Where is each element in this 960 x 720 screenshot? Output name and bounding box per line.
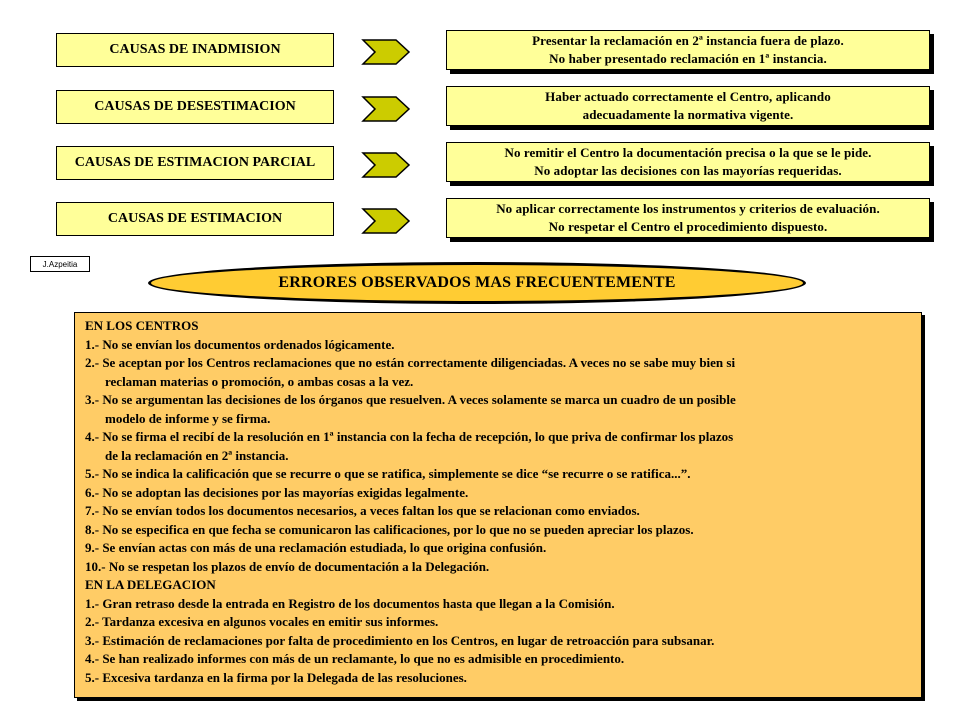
errors-banner: ERRORES OBSERVADOS MAS FRECUENTEMENTE bbox=[148, 262, 806, 304]
result-line: Haber actuado correctamente el Centro, aplicando bbox=[545, 89, 831, 104]
result-inadmision bbox=[446, 30, 930, 70]
list-item-continuation: reclaman materias o promoción, o ambas cosas a la vez. bbox=[105, 373, 414, 389]
arrow-right-icon bbox=[360, 37, 412, 67]
list-item: 1.- No se envían los documentos ordenados lógicamente. bbox=[85, 336, 395, 352]
list-item: 1.- Gran retraso desde la entrada en Registro de los documentos hasta que llegan a la Comisión. bbox=[85, 595, 615, 611]
result-estimacion-parcial bbox=[446, 142, 930, 182]
list-item: 10.- No se respetan los plazos de envío de documentación a la Delegación. bbox=[85, 558, 490, 574]
arrow-right-icon bbox=[360, 94, 412, 124]
list-item: 3.- Estimación de reclamaciones por falta de procedimiento en los Centros, en lugar de retroacción para subsanar. bbox=[85, 632, 715, 648]
errors-panel bbox=[74, 312, 922, 698]
result-line: adecuadamente la normativa vigente. bbox=[582, 107, 794, 122]
list-item: 5.- No se indica la calificación que se recurre o que se ratifica, simplemente se dice “se recurre o se ratifica...”. bbox=[85, 466, 691, 481]
result-estimacion bbox=[446, 198, 930, 238]
result-line: No haber presentado reclamación en 1ª instancia. bbox=[549, 51, 827, 66]
list-item: 4.- Se han realizado informes con más de un reclamante, lo que no es admisible en procedimiento. bbox=[85, 651, 625, 666]
result-line: No respetar el Centro el procedimiento dispuesto. bbox=[548, 219, 828, 234]
cause-inadmision: CAUSAS DE INADMISION bbox=[56, 33, 334, 67]
list-item: 8.- No se especifica en que fecha se comunicaron las calificaciones, por lo que no se pueden apreciar los plazos. bbox=[85, 521, 694, 537]
list-item-continuation: modelo de informe y se firma. bbox=[105, 410, 271, 426]
list-item: 9.- Se envían actas con más de una reclamación estudiada, lo que origina confusión. bbox=[85, 540, 547, 555]
list-item: 7.- No se envían todos los documentos necesarios, a veces faltan los que se relacionan como enviados. bbox=[85, 503, 640, 518]
result-desestimacion bbox=[446, 86, 930, 126]
result-line: Presentar la reclamación en 2ª instancia fuera de plazo. bbox=[532, 33, 844, 48]
list-item: 2.- Tardanza excesiva en algunos vocales en emitir sus informes. bbox=[85, 614, 439, 629]
arrow-right-icon bbox=[360, 206, 412, 236]
list-item: 4.- No se firma el recibí de la resolución en 1ª instancia con la fecha de recepción, lo que priva de confirmar los plazos bbox=[85, 429, 734, 444]
result-line: No adoptar las decisiones con las mayorías requeridas. bbox=[534, 163, 842, 178]
section-heading-centros: EN LOS CENTROS bbox=[85, 318, 199, 333]
result-line: No aplicar correctamente los instrumentos y criterios de evaluación. bbox=[496, 201, 880, 216]
list-item-continuation: de la reclamación en 2ª instancia. bbox=[105, 447, 289, 463]
arrow-right-icon bbox=[360, 150, 412, 180]
cause-estimacion-parcial: CAUSAS DE ESTIMACION PARCIAL bbox=[56, 146, 334, 180]
section-heading-delegacion: EN LA DELEGACION bbox=[85, 577, 216, 592]
list-item: 2.- Se aceptan por los Centros reclamaciones que no están correctamente diligenciadas. A veces no se sabe muy bien si bbox=[85, 355, 736, 370]
list-item: 3.- No se argumentan las decisiones de los órganos que resuelven. A veces solamente se marca un cuadro de un posible bbox=[85, 392, 736, 407]
list-item: 5.- Excesiva tardanza en la firma por la Delegada de las resoluciones. bbox=[85, 669, 467, 685]
cause-desestimacion: CAUSAS DE DESESTIMACION bbox=[56, 90, 334, 124]
list-item: 6.- No se adoptan las decisiones por las mayorías exigidas legalmente. bbox=[85, 484, 469, 500]
cause-estimacion: CAUSAS DE ESTIMACION bbox=[56, 202, 334, 236]
result-line: No remitir el Centro la documentación precisa o la que se le pide. bbox=[504, 145, 872, 160]
author-label: J.Azpeitia bbox=[30, 256, 90, 272]
